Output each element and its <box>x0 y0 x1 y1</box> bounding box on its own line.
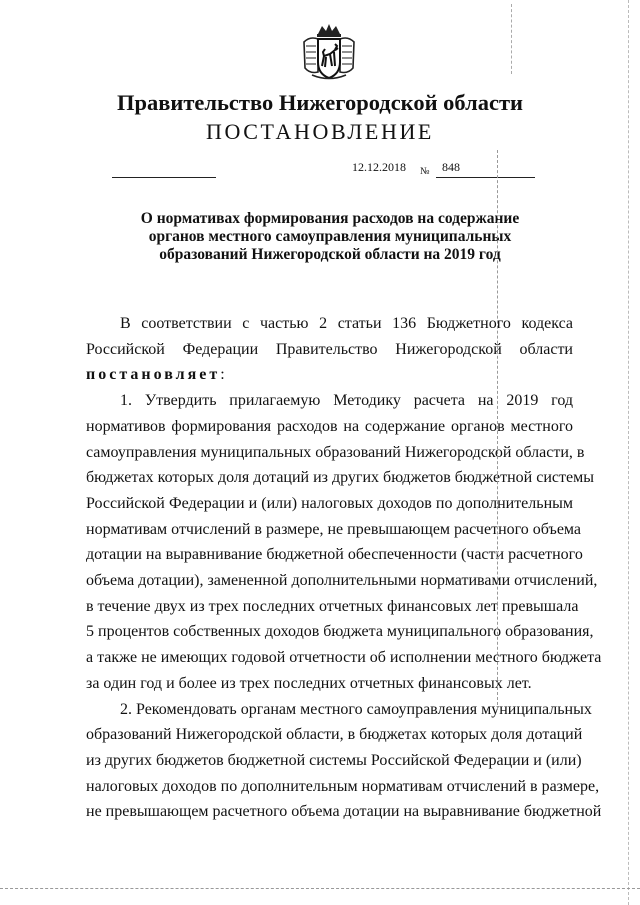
text-line: налоговых доходов по дополнительным нормативам отчислений в размере, <box>86 777 600 795</box>
text-line: за один год и более из трех последних отчетных финансовых лет. <box>86 674 532 692</box>
text-line: 1. Утвердить прилагаемую Методику расчета на 2019 год <box>120 392 573 410</box>
text-line: не превышающем расчетного объема дотации на выравнивание бюджетной <box>86 803 602 821</box>
scan-artifact-line <box>628 0 629 905</box>
document-date: 12.12.2018 <box>352 160 406 174</box>
text-line: бюджетах которых доля дотаций из других бюджетов бюджетной системы <box>86 469 594 487</box>
date-underline-left <box>112 177 216 178</box>
subject-line: органов местного самоуправления муниципальных <box>148 228 512 245</box>
text-line: образований Нижегородской области, в бюджетах которых доля дотаций <box>86 726 583 744</box>
subject-line: О нормативах формирования расходов на содержание <box>140 210 520 227</box>
government-title: Правительство Нижегородской области <box>116 90 524 115</box>
subject-line: образований Нижегородской области на 2019 год <box>159 246 501 263</box>
intro-paragraph <box>86 311 573 337</box>
item-2-paragraph-cont <box>86 722 602 825</box>
text-line: самоуправления муниципальных образований Нижегородской области, в <box>86 443 585 461</box>
document-number: 848 <box>442 160 460 174</box>
text-line: В соответствии с частью 2 статьи 136 Бюджетного кодекса <box>120 315 573 332</box>
decree-colon: : <box>220 366 225 384</box>
text-line: нормативов формирования расходов на содержание органов местного <box>86 417 573 435</box>
decree-word: постановляет <box>86 366 221 384</box>
text-line: 2. Рекомендовать органам местного самоуправления муниципальных <box>120 700 592 718</box>
text-line: в течение двух из трех последних отчетных финансовых лет превышала <box>86 597 579 615</box>
text-line: нормативам отчислений в размере, не превышающем расчетного объема <box>86 520 582 538</box>
document-type: ПОСТАНОВЛЕНИЕ <box>206 119 434 144</box>
document-subject <box>120 210 540 264</box>
number-label: № <box>420 166 430 177</box>
item-2-paragraph <box>86 697 592 723</box>
text-line: из других бюджетов бюджетной системы Российской Федерации и (или) <box>86 751 582 769</box>
text-line: Российской Федерации Правительство Нижегородской области <box>86 340 573 358</box>
decree-line <box>86 362 573 388</box>
item-1-paragraph <box>86 388 573 414</box>
document-body <box>86 311 602 825</box>
text-line: 5 процентов собственных доходов бюджета муниципального образования, <box>86 623 594 641</box>
text-line: Российской Федерации и (или) налоговых доходов по дополнительным <box>86 494 573 512</box>
intro-paragraph-cont <box>86 337 573 388</box>
scan-artifact-line <box>511 4 512 74</box>
text-line: объема дотации), замененной дополнительными нормативами отчислений, <box>86 572 598 590</box>
coat-of-arms-emblem <box>300 22 358 82</box>
text-line: а также не имеющих годовой отчетности об исполнении местного бюджета <box>86 649 602 667</box>
scan-artifact-line <box>0 888 640 889</box>
item-1-paragraph-cont <box>86 414 602 697</box>
scan-artifact-line <box>497 150 498 710</box>
number-underline <box>436 177 535 178</box>
text-line: дотации на выравнивание бюджетной обеспеченности (части расчетного <box>86 546 583 564</box>
